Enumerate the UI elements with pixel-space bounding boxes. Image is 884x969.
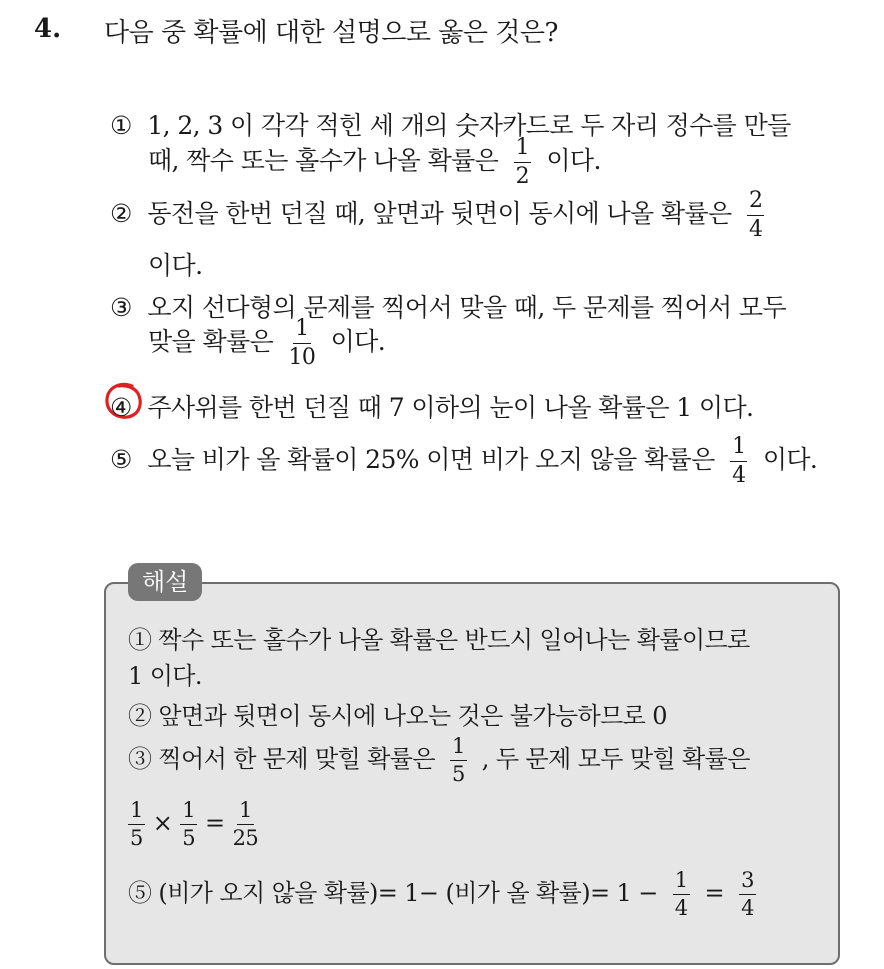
fraction-denominator: 10 [288,345,316,370]
explanation-line-4-fraction [450,736,467,785]
explanation-line-4-text-2: , 두 문제 모두 맞힐 확률은 [481,745,750,773]
fraction-numerator: 3 [739,870,756,895]
option-3-line-2 [148,318,385,369]
option-3-text-3: 이다. [330,327,386,356]
fraction-numerator: 1 [730,436,747,462]
option-3-mark: ③ [110,293,132,322]
option-2-mark: ② [110,199,132,228]
option-2-line-2: 이다. [148,251,203,280]
fraction-denominator: 5 [452,762,465,786]
fraction-denominator: 4 [748,217,763,242]
fraction-numerator: 2 [747,190,764,216]
fraction-a [128,800,145,849]
explanation-line-1: ① 짝수 또는 홀수가 나올 확률은 반드시 일어나는 확률이므로 [128,626,750,654]
option-1-text-3: 이다. [546,146,601,175]
explanation-line-4 [128,736,750,785]
fraction-c [233,800,259,849]
option-5-fraction [730,436,747,487]
fraction-numerator: 1 [237,800,254,825]
fraction-three-quarters [739,870,756,919]
fraction-b [180,800,197,849]
explanation-line-6-text: ⑤ (비가 오지 않을 확률)= 1− (비가 올 확률)= 1 − [128,879,658,907]
option-4-text: 주사위를 한번 던질 때 7 이하의 눈이 나올 확률은 1 이다. [147,393,754,422]
explanation-line-3: ② 앞면과 뒷면이 동시에 나오는 것은 불가능하므로 0 [128,702,667,730]
fraction-denominator: 4 [732,463,746,488]
option-1-fraction [514,137,531,188]
explanation-line-5 [120,800,266,849]
option-4-mark: ④ [110,393,132,422]
fraction-one-quarter [673,870,690,919]
option-2-fraction [747,190,764,241]
fraction-denominator: 5 [182,826,196,850]
fraction-numerator: 1 [128,800,145,825]
option-2-text: 동전을 한번 던질 때, 앞면과 뒷면이 동시에 나올 확률은 [147,199,732,228]
option-1-line-2 [148,137,601,188]
option-5-mark: ⑤ [110,445,132,474]
question-number: 4. [34,14,62,44]
question-text: 다음 중 확률에 대한 설명으로 옳은 것은? [104,18,558,48]
option-1-text: 1, 2, 3 이 각각 적힌 세 개의 숫자카드로 두 자리 정수를 만들 [147,111,791,140]
option-5-text: 오늘 비가 올 확률이 25% 이면 비가 오지 않을 확률은 [147,445,715,474]
option-3-text-2: 맞을 확률은 [148,327,274,356]
fraction-numerator: 1 [293,318,310,344]
explanation-line-2: 1 이다. [128,662,202,690]
fraction-denominator: 2 [515,164,529,189]
equals-sign: = [704,879,725,907]
fraction-numerator: 1 [180,800,197,825]
fraction-denominator: 5 [130,826,143,850]
explanation-label: 해설 [128,563,202,601]
option-1-mark: ① [110,111,132,140]
explanation-line-4-text: ③ 찍어서 한 문제 맞힐 확률은 [128,745,435,773]
fraction-numerator: 1 [673,870,690,895]
fraction-denominator: 25 [232,826,259,850]
option-5-text-2: 이다. [762,445,818,474]
times-sign: × [152,809,173,837]
fraction-numerator: 1 [450,736,467,761]
option-3-fraction [288,318,315,369]
option-1-text-2: 때, 짝수 또는 홀수가 나올 확률은 [148,146,499,175]
option-5-line-1[interactable] [110,436,817,487]
option-4-line-1[interactable] [110,388,753,424]
fraction-denominator: 4 [674,896,688,920]
option-2-line-1[interactable] [110,190,772,241]
fraction-denominator: 4 [741,896,754,920]
equals-sign: = [205,809,225,837]
option-3-text: 오지 선다형의 문제를 찍어서 맞을 때, 두 문제를 찍어서 모두 [147,293,787,322]
explanation-line-6 [128,870,764,919]
fraction-numerator: 1 [514,137,531,163]
